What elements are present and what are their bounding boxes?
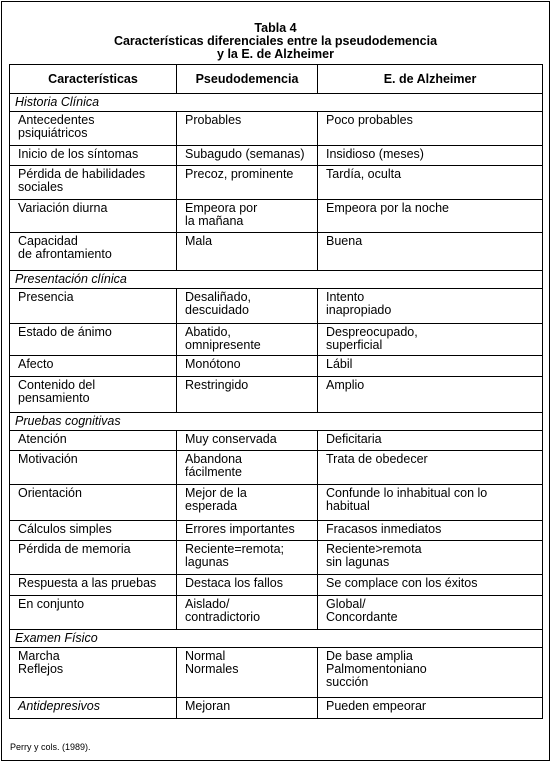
section-label: Examen Físico: [10, 630, 543, 648]
table-number: Tabla 4: [254, 21, 297, 35]
pseudodementia-cell: Mejor de la esperada: [177, 485, 318, 521]
table-row: [10, 698, 543, 719]
alzheimer-cell: Se complace con los éxitos: [318, 575, 543, 596]
table-body: [10, 94, 543, 719]
pseudodementia-cell: Mejoran: [177, 698, 318, 719]
characteristic-cell: Respuesta a las pruebas: [10, 575, 177, 596]
alzheimer-cell: Poco probables: [318, 112, 543, 146]
table-row: [10, 289, 543, 324]
table-row: [10, 451, 543, 485]
header-alzheimer: E. de Alzheimer: [318, 65, 543, 94]
characteristic-cell: Presencia: [10, 289, 177, 324]
characteristic-cell: Estado de ánimo: [10, 324, 177, 356]
table-row: [10, 648, 543, 698]
table-row: [10, 112, 543, 146]
table-row: [10, 146, 543, 166]
alzheimer-cell: Trata de obedecer: [318, 451, 543, 485]
pseudodementia-cell: Monótono: [177, 356, 318, 377]
alzheimer-cell: Empeora por la noche: [318, 200, 543, 233]
alzheimer-cell: Fracasos inmediatos: [318, 521, 543, 541]
characteristic-cell: Atención: [10, 431, 177, 451]
table-row: [10, 377, 543, 413]
alzheimer-cell: Tardía, oculta: [318, 166, 543, 200]
section-label: Pruebas cognitivas: [10, 413, 543, 431]
alzheimer-cell: Insidioso (meses): [318, 146, 543, 166]
characteristic-cell: Motivación: [10, 451, 177, 485]
table-row: [10, 356, 543, 377]
characteristic-cell: Pérdida de memoria: [10, 541, 177, 575]
characteristic-cell: Variación diurna: [10, 200, 177, 233]
characteristic-cell: Afecto: [10, 356, 177, 377]
comparison-table: [9, 64, 543, 719]
pseudodementia-cell: Normal Normales: [177, 648, 318, 698]
alzheimer-cell: Buena: [318, 233, 543, 271]
pseudodementia-cell: Mala: [177, 233, 318, 271]
alzheimer-cell: Confunde lo inhabitual con lo habitual: [318, 485, 543, 521]
characteristic-cell: Inicio de los síntomas: [10, 146, 177, 166]
pseudodementia-cell: Probables: [177, 112, 318, 146]
table-row: [10, 431, 543, 451]
table-title: Características diferenciales entre la pseudodemencia: [113, 34, 438, 48]
characteristic-cell: En conjunto: [10, 596, 177, 630]
header-row: [10, 65, 543, 94]
alzheimer-cell: Pueden empeorar: [318, 698, 543, 719]
table-row: [10, 521, 543, 541]
pseudodementia-cell: Muy conservada: [177, 431, 318, 451]
pseudodementia-cell: Empeora por la mañana: [177, 200, 318, 233]
section-label: Presentación clínica: [10, 271, 543, 289]
alzheimer-cell: Despreocupado, superficial: [318, 324, 543, 356]
section-row: [10, 413, 543, 431]
pseudodementia-cell: Reciente=remota; lagunas: [177, 541, 318, 575]
footnote-citation: Perry y cols. (1989).: [10, 742, 91, 752]
characteristic-cell: Antecedentes psiquiátricos: [10, 112, 177, 146]
section-row: [10, 630, 543, 648]
table-row: [10, 575, 543, 596]
header-pseudodementia: Pseudodemencia: [177, 65, 318, 94]
pseudodementia-cell: Errores importantes: [177, 521, 318, 541]
alzheimer-cell: Deficitaria: [318, 431, 543, 451]
pseudodementia-cell: Subagudo (semanas): [177, 146, 318, 166]
alzheimer-cell: Amplio: [318, 377, 543, 413]
characteristic-cell: Orientación: [10, 485, 177, 521]
alzheimer-cell: Reciente>remota sin lagunas: [318, 541, 543, 575]
header-characteristics: Características: [10, 65, 177, 94]
table-subtitle: y la E. de Alzheimer: [217, 47, 334, 61]
table-row: [10, 200, 543, 233]
characteristic-cell: Cálculos simples: [10, 521, 177, 541]
characteristic-cell: Pérdida de habilidades sociales: [10, 166, 177, 200]
pseudodementia-cell: Desaliñado, descuidado: [177, 289, 318, 324]
alzheimer-cell: Global/ Concordante: [318, 596, 543, 630]
pseudodementia-cell: Abatido, omnipresente: [177, 324, 318, 356]
pseudodementia-cell: Aislado/ contradictorio: [177, 596, 318, 630]
table-row: [10, 596, 543, 630]
table-row: [10, 166, 543, 200]
table-row: [10, 233, 543, 271]
characteristic-cell: Antidepresivos: [10, 698, 177, 719]
table-row: [10, 324, 543, 356]
pseudodementia-cell: Precoz, prominente: [177, 166, 318, 200]
alzheimer-cell: Intento inapropiado: [318, 289, 543, 324]
pseudodementia-cell: Restringido: [177, 377, 318, 413]
characteristic-cell: Contenido del pensamiento: [10, 377, 177, 413]
pseudodementia-cell: Abandona fácilmente: [177, 451, 318, 485]
characteristic-cell: Marcha Reflejos: [10, 648, 177, 698]
section-label: Historia Clínica: [10, 94, 543, 112]
table-row: [10, 541, 543, 575]
alzheimer-cell: De base amplia Palmomentoniano succión: [318, 648, 543, 698]
characteristic-cell: Capacidad de afrontamiento: [10, 233, 177, 271]
section-row: [10, 94, 543, 112]
pseudodementia-cell: Destaca los fallos: [177, 575, 318, 596]
section-row: [10, 271, 543, 289]
alzheimer-cell: Lábil: [318, 356, 543, 377]
table-row: [10, 485, 543, 521]
